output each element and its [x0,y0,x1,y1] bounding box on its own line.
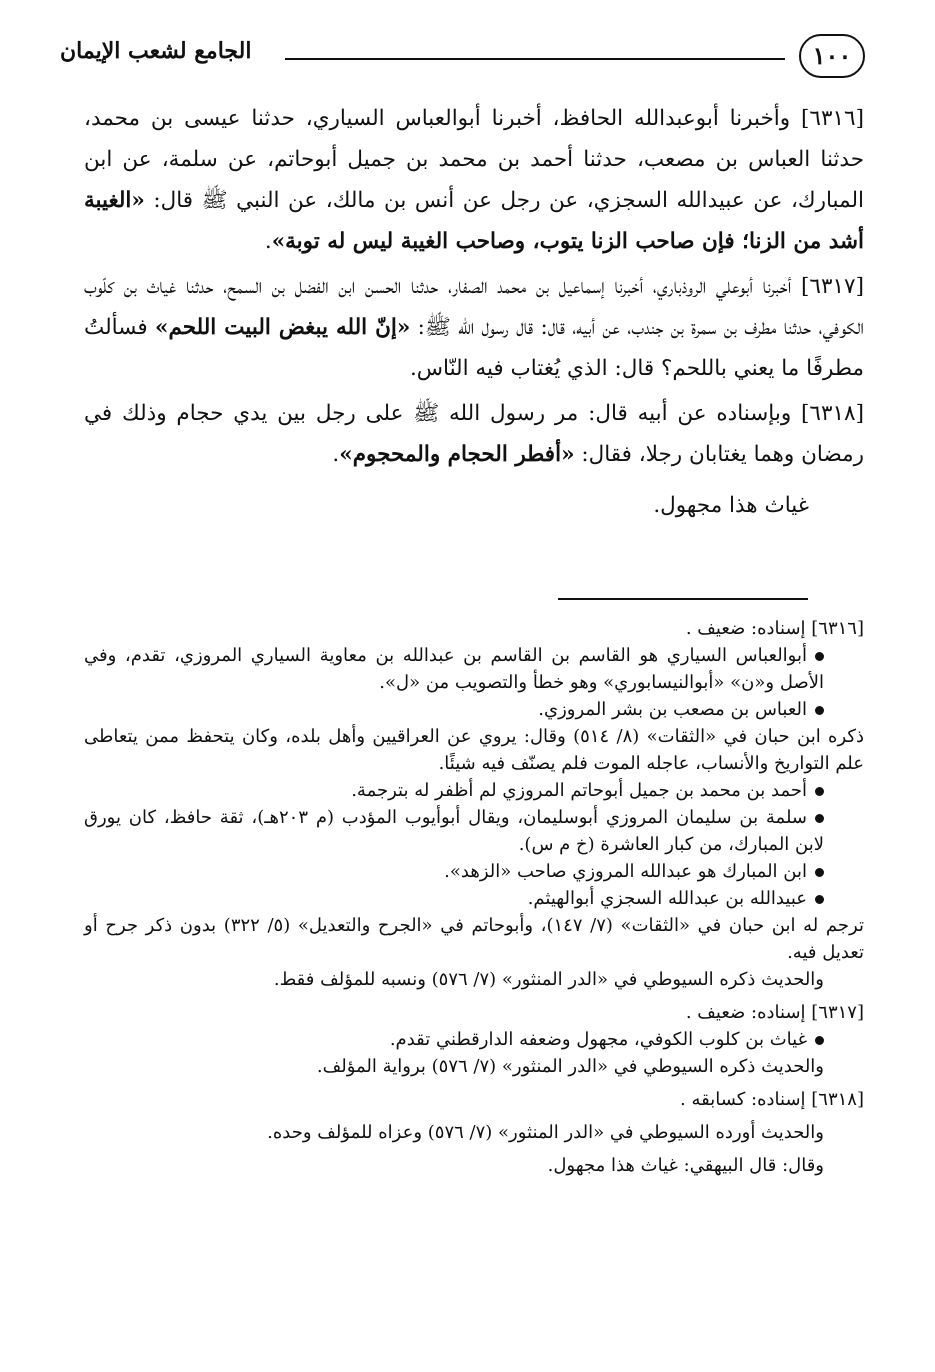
footnote-text: العباس بن مصعب بن بشر المروزي. [538,699,807,720]
hadith-tail: . [264,229,272,254]
footnote-head-6317: [٦٣١٧] إسناده: ضعيف . [685,1002,864,1023]
hadith-6316 [84,98,864,262]
bullet-icon [815,895,824,904]
hadith-quote: «الغيبة أشد من الزنا؛ فإن صاحب الزنا يتوب، وصاحب الغيبة ليس له توبة» [84,188,864,254]
hadith-quote: «إنّ الله يبغض البيت اللحم» [155,315,411,340]
hadith-quote: «أفطر الحجام والمحجوم» [339,442,575,467]
bullet-icon [815,652,824,661]
footnote-text: ابن المبارك هو عبدالله المروزي صاحب «الزهد». [444,861,807,882]
hadith-number: [٦٣١٧] [801,274,864,299]
footnote-text: سلمة بن سليمان المروزي أبوسليمان، ويقال أبوأيوب المؤدب (م ٢٠٣هـ)، ثقة حافظ، كان يورق لابن المبارك، من كبار العاشرة (خ م س). [84,807,824,855]
footnote-item [84,1026,864,1053]
footnote-text: والحديث أورده السيوطي في «الدر المنثور» (٧/ ٥٧٦) وعزاه للمؤلف وحده. [267,1122,824,1143]
footnote-text: أبوالعباس السياري هو القاسم بن القاسم بن عبدالله بن معاوية السياري المروزي، تقدم، وفي الأصل و«ن» «أبوالنيسابوري» وهو خطأ والتصويب من «ل». [84,645,824,693]
bullet-icon [815,1036,824,1045]
header-rule [285,58,785,60]
footnote-text: وقال: قال البيهقي: غياث هذا مجهول. [547,1155,824,1176]
hadith-tail: فسألتُ مطرفًا ما يعني باللحم؟ قال: الذي يُغتاب فيه النّاس. [84,315,864,381]
footnote-head-6316: [٦٣١٦] إسناده: ضعيف . [685,618,864,639]
author-note: غياث هذا مجهول. [653,493,809,518]
hadith-number: [٦٣١٦] [801,106,864,131]
footnote-text: ترجم له ابن حبان في «الثقات» (٧/ ١٤٧)، وأبوحاتم في «الجرح والتعديل» (٥/ ٣٢٢) بدون ذكر جرح أو تعديل فيه. [84,915,864,963]
hadith-6318 [84,393,864,475]
footnote-text: والحديث ذكره السيوطي في «الدر المنثور» (٧/ ٥٧٦) ونسبه للمؤلف فقط. [273,969,824,990]
footnote-text: أحمد بن محمد بن جميل أبوحاتم المروزي لم أظفر له بترجمة. [351,780,807,801]
page-header [60,28,865,84]
hadith-number: [٦٣١٨] [801,401,864,426]
footnote-item [84,696,864,723]
bullet-icon [815,814,824,823]
bullet-icon [815,706,824,715]
footnote-item [84,858,864,885]
hadith-text: أخبرنا أبوعلي الروذباري، أخبرنا إسماعيل بن محمد الصفار، حدثنا الحسن ابن الفضل بن السمح، حدثنا غياث بن كلّوب الكوفي، حدثنا مطرف بن سمرة بن جندب، عن أبيه، قال: قال رسول الله ﷺ: [84,274,864,340]
book-title: الجامع لشعب الإيمان [60,38,252,64]
main-text [84,98,864,526]
footnote-item [84,804,864,858]
hadith-text: وأخبرنا أبوعبدالله الحافظ، أخبرنا أبوالعباس السياري، حدثنا عيسى بن محمد، حدثنا العباس بن مصعب، حدثنا أحمد بن محمد بن جميل أبوحاتم، عن سلمة، عن ابن المبارك، عن عبيدالله السجزي، عن رجل عن أنس بن مالك، عن النبي ﷺ قال: [84,106,864,213]
hadith-text: وبإسناده عن أبيه قال: مر رسول الله ﷺ على رجل بين يدي حجام وذلك في رمضان وهما يغتابان رجلا، فقال: [84,401,864,467]
footnote-text: عبيدالله بن عبدالله السجزي أبوالهيثم. [527,888,807,909]
page-number: ١٠٠ [799,34,865,78]
footnote-item [84,885,864,912]
footnote-head-6318: [٦٣١٨] إسناده: كسابقه . [680,1089,864,1110]
footnote-item [84,777,864,804]
footnote-text: والحديث ذكره السيوطي في «الدر المنثور» (٧/ ٥٧٦) برواية المؤلف. [316,1056,824,1077]
hadith-tail: . [332,442,340,467]
bullet-icon [815,868,824,877]
hadith-6317 [84,266,864,389]
footnote-separator [558,598,808,600]
footnote-text: ذكره ابن حبان في «الثقات» (٨/ ٥١٤) وقال: يروي عن العراقيين وأهل بلده، وكان يتحفظ ممن يتعاطى علم التواريخ والأنساب، عاجله الموت فلم يصنّف فيه شيئًا. [84,726,864,774]
footnote-text: غياث بن كلوب الكوفي، مجهول وضعفه الدارقطني تقدم. [389,1029,807,1050]
footnote-item [84,642,864,696]
bullet-icon [815,787,824,796]
footnotes [84,615,864,1179]
